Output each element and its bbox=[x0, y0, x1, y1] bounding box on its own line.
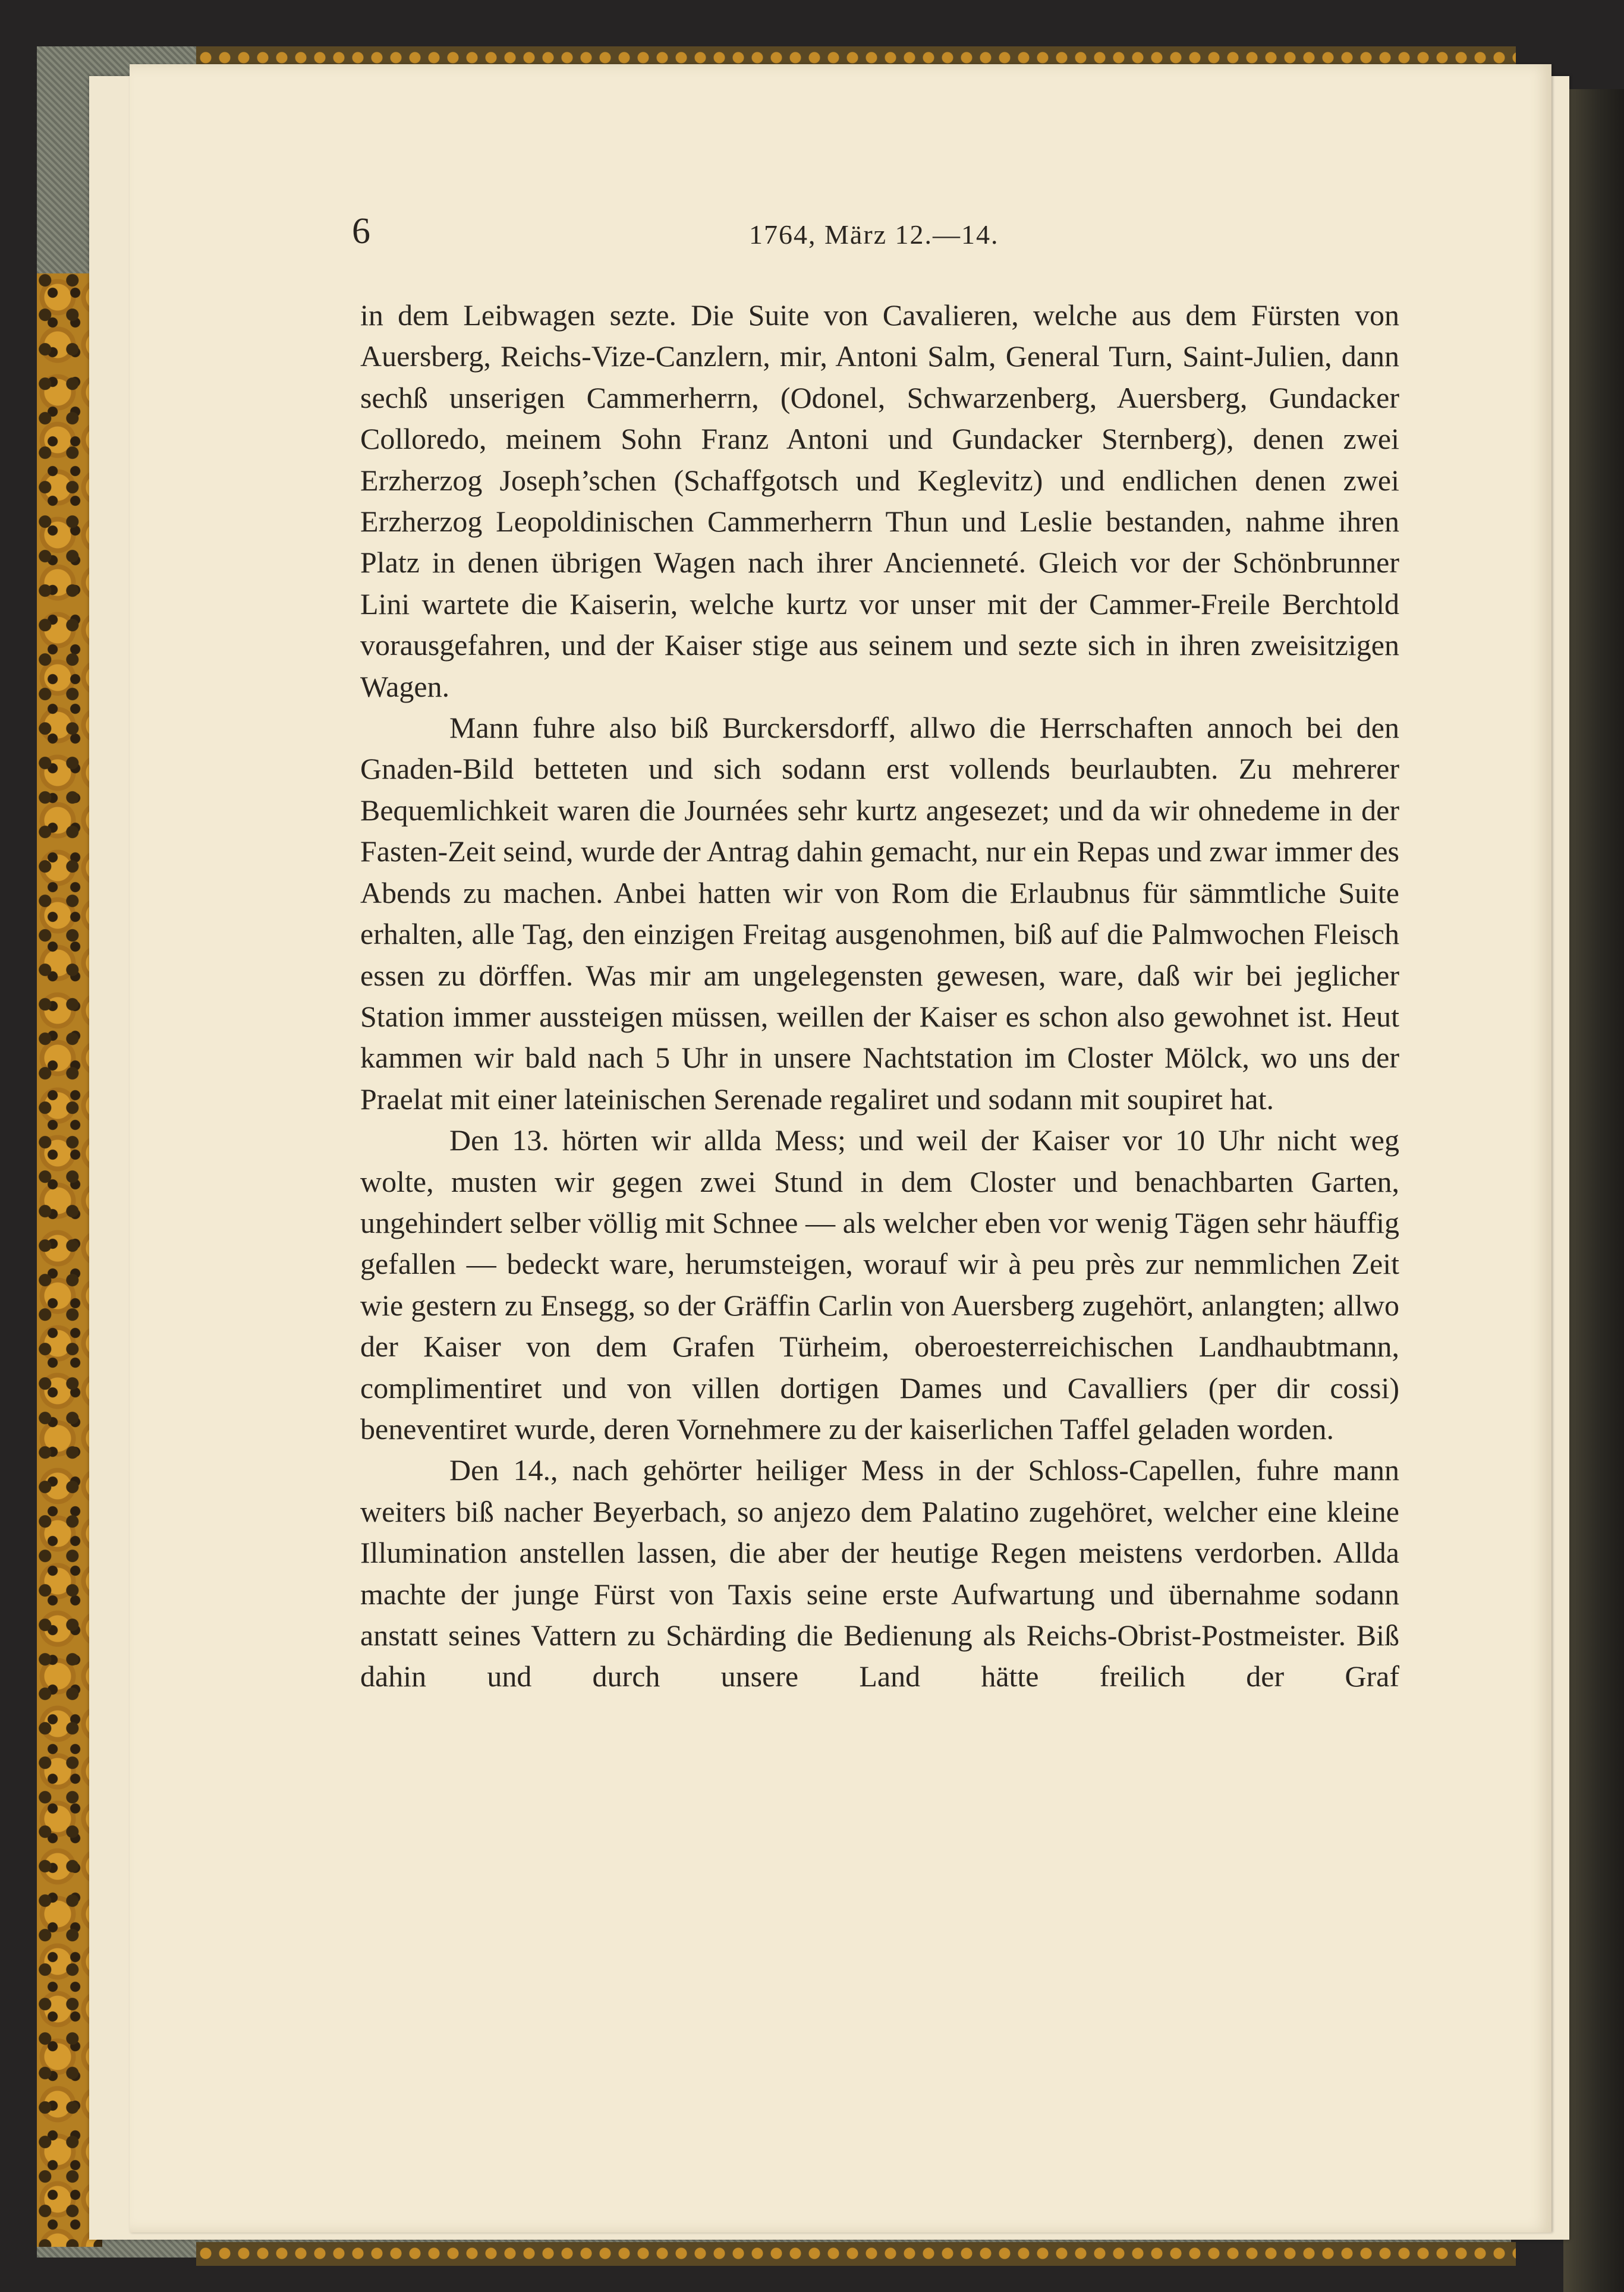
paragraph-1: in dem Leibwagen sezte. Die Suite von Cavalieren, welche aus dem Fürsten von Auersberg, Reichs-Vize-Canzlern, mir, Antoni Salm, General Turn, Saint-Julien, dann sechß unserigen Cammerherrn, (Odonel, Schwarzenberg, Auersberg, Gundacker Colloredo, meinem Sohn Franz Antoni und Gundacker Sternberg), denen zwei Erzherzog Joseph’schen (Schaffgotsch und Keglevitz) und endlichen denen zwei Erzherzog Leopoldinischen Cammerherrn Thun und Leslie bestanden, nahme ihren Platz in denen übrigen Wagen nach ihrer Ancienneté. Gleich vor der Schönbrunner Lini wartete die Kaiserin, welche kurtz vor unser mit der Cammer-Freile Berchtold vorausgefahren, und der Kaiser stige aus seinem und sezte sich in ihren zweisitzigen Wagen. bbox=[360, 298, 1399, 703]
paragraph-2: Mann fuhre also biß Burckersdorff, allwo die Herrschaften annoch bei den Gnaden-Bild betteten und sich sodann erst vollends beurlaubten. Zu mehrerer Bequemlichkeit waren die Journées sehr kurtz angesezet; und da wir ohnedeme in der Fasten-Zeit seind, wurde der Antrag dahin gemacht, nur ein Repas und zwar immer des Abends zu machen. Anbei hatten wir von Rom die Erlaubnus für sämmtliche Suite erhalten, alle Tag, den einzigen Freitag ausgenohmen, biß auf die Palmwochen Fleisch essen zu dörffen. Was mir am ungelegensten gewesen, ware, daß wir bei jeglicher Station immer aussteigen müssen, weillen der Kaiser es schon also gewohnet ist. Heut kammen wir bald nach 5 Uhr in unsere Nachtstation im Closter Mölck, wo uns der Praelat mit einer lateinischen Serenade regaliret und sodann mit soupiret hat. bbox=[360, 711, 1399, 1116]
marbled-edge-bottom bbox=[196, 2242, 1516, 2266]
book-fore-edge bbox=[1563, 89, 1624, 2292]
body-text bbox=[360, 295, 1399, 1698]
page-number: 6 bbox=[352, 211, 370, 251]
paragraph-3: Den 13. hörten wir allda Mess; und weil der Kaiser vor 10 Uhr nicht weg wolte, musten wir gegen zwei Stund in dem Closter und benachbarten Garten, ungehindert selber völlig mit Schnee — als welcher eben vor wenig Tägen sehr häuffig gefallen — bedeckt ware, herumsteigen, worauf wir à peu près zur nemmlichen Zeit wie gestern zu Ensegg, so der Gräffin Carlin von Auersberg zugehört, anlangten; allwo der Kaiser von dem Grafen Türheim, oberoesterreichischen Landhaubtmann, complimentiret und von villen dortigen Dames und Cavalliers (per dir cossi) beneventiret wurde, deren Vornehmere zu der kaiserlichen Taffel geladen worden. bbox=[360, 1123, 1399, 1446]
running-head: 1764, März 12.—14. bbox=[749, 219, 999, 250]
paragraph-4: Den 14., nach gehörter heiliger Mess in der Schloss-Capellen, fuhre mann weiters biß nacher Beyerbach, so anjezo dem Palatino zugehöret, welcher eine kleine Illumination anstellen lassen, die aber der heutige Regen meistens verdorben. Allda machte der junge Fürst von Taxis seine erste Aufwartung und übernahme sodann anstatt seines Vattern zu Schärding die Bedienung als Reichs-Obrist-Postmeister. Biß dahin und durch unsere Land hätte freilich der Graf bbox=[360, 1453, 1399, 1693]
